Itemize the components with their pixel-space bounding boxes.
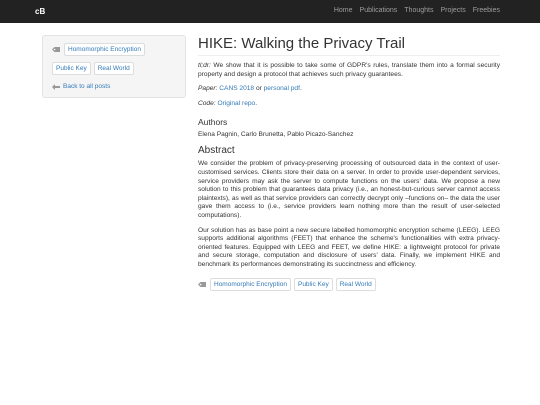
code-label: Code:	[198, 99, 216, 107]
post-tag-public-key[interactable]: Public Key	[294, 278, 333, 291]
tldr-label: tl;dr:	[198, 62, 211, 69]
abstract-paragraph-1: We consider the problem of privacy-preserving processing of outsourced data in the context of user-customised services. Clients store their data on a server. In order to provide user-dependent services, service providers may ask the server to compute functions on the users' data. We propose a new solution to this problem that guarantees data privacy (i.e., an honest-but-curious server cannot access plaintexts), as well as that service providers can correctly decrypt only –functions on– the data the user gave them access to (i.e., service providers learn nothing more than the result of user-selected computations).	[198, 160, 500, 219]
code-repo-link[interactable]: Original repo	[217, 99, 256, 107]
nav-freebies[interactable]: Freebies	[472, 7, 500, 14]
paper-line	[198, 85, 500, 94]
arrow-left-icon	[52, 84, 60, 90]
tag-icon	[52, 46, 61, 53]
tag-icon	[198, 281, 207, 288]
sidebar-tags-row	[52, 43, 145, 56]
authors-heading: Authors	[198, 117, 228, 128]
paper-label: Paper:	[198, 85, 218, 93]
nav-publications[interactable]: Publications	[359, 7, 398, 14]
sidebar-tag-public-key[interactable]: Public Key	[52, 62, 91, 75]
post-tags	[198, 278, 500, 291]
code-end: .	[255, 99, 258, 107]
back-label: Back to all posts	[63, 83, 111, 90]
code-line	[198, 100, 500, 109]
sidebar-tag-homomorphic-encryption[interactable]: Homomorphic Encryption	[64, 43, 145, 56]
paper-end: .	[299, 85, 302, 93]
nav-home[interactable]: Home	[333, 7, 353, 14]
paper-cans-link[interactable]: CANS 2018	[219, 85, 255, 93]
sidebar-tags-row-2	[52, 62, 134, 75]
top-navbar	[0, 0, 540, 23]
tldr-text: We show that it is possible to take some of GDPR's rules, translate them into a formal security property and design a protocol that achieves such privacy guarantees.	[198, 62, 500, 78]
sidebar-panel	[42, 35, 186, 98]
post-content	[198, 35, 500, 291]
abstract-paragraph-2: Our solution has as base point a new secure labelled homomorphic encryption scheme (LEEG). LEEG supports additional algorithms (FEET) that enhance the scheme's functionalities with extra privacy-oriented features. Equipped with LEEG and FEET, we define HIKE: a lightweight protocol for private and secure storage, computation and disclosure of users' data. Finally, we implement HIKE and benchmark its performances demonstrating its succinctness and efficiency.	[198, 226, 500, 268]
nav-projects[interactable]: Projects	[440, 7, 466, 14]
back-to-posts-link[interactable]	[52, 83, 110, 90]
post-title: HIKE: Walking the Privacy Trail	[198, 35, 500, 56]
main-nav	[334, 7, 500, 14]
post-tag-real-world[interactable]: Real World	[336, 278, 376, 291]
paper-or: or	[254, 85, 264, 93]
paper-pdf-link[interactable]: personal pdf	[263, 85, 300, 93]
abstract-heading: Abstract	[198, 145, 235, 157]
sidebar-tag-real-world[interactable]: Real World	[94, 62, 134, 75]
brand-logo[interactable]: cB	[35, 7, 46, 16]
nav-thoughts[interactable]: Thoughts	[404, 7, 434, 14]
tldr-paragraph	[198, 62, 500, 79]
authors-list: Elena Pagnin, Carlo Brunetta, Pablo Picazo-Sanchez	[198, 131, 354, 139]
post-tag-homomorphic-encryption[interactable]: Homomorphic Encryption	[210, 278, 291, 291]
